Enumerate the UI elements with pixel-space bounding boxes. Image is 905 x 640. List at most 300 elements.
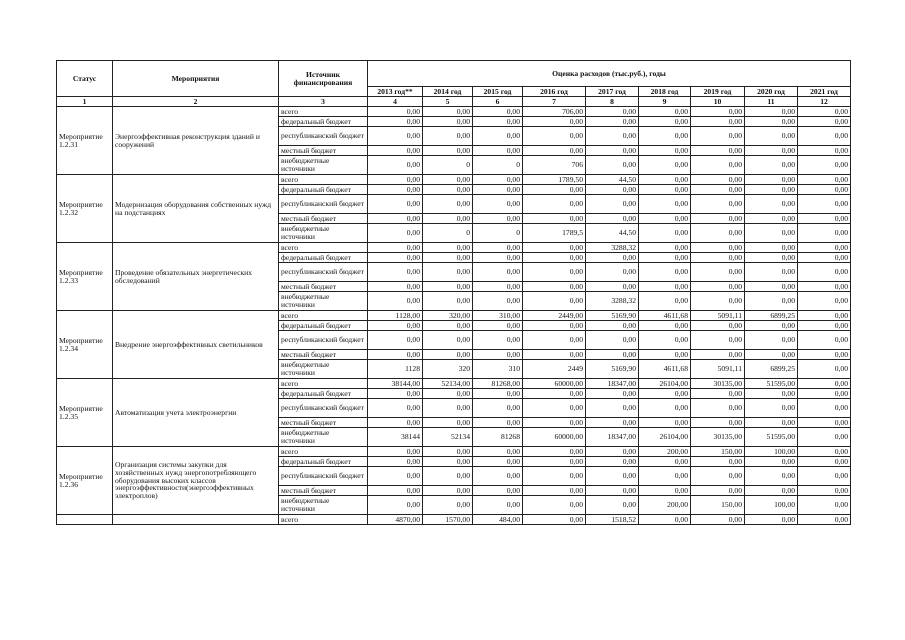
value-cell: 0,00 xyxy=(798,292,851,311)
header-year: 2014 год xyxy=(423,87,473,97)
value-cell: 0,00 xyxy=(368,127,423,146)
header-year: 2019 год xyxy=(691,87,745,97)
value-cell: 0,00 xyxy=(691,263,745,282)
value-cell: 0,00 xyxy=(473,447,523,457)
value-cell: 0,00 xyxy=(798,399,851,418)
value-cell: 0,00 xyxy=(745,331,798,350)
value-cell: 0,00 xyxy=(523,457,586,467)
value-cell: 0,00 xyxy=(639,175,691,185)
status-cell: Мероприятие 1.2.35 xyxy=(57,379,113,447)
header-event: Мероприятия xyxy=(113,61,279,97)
value-cell: 0,00 xyxy=(798,447,851,457)
value-cell: 0,00 xyxy=(691,185,745,195)
status-cell: Мероприятие 1.2.32 xyxy=(57,175,113,243)
value-cell: 0,00 xyxy=(473,127,523,146)
source-cell: внебюджетные источники xyxy=(279,224,368,243)
value-cell: 0,00 xyxy=(523,117,586,127)
value-cell: 0,00 xyxy=(586,127,639,146)
value-cell: 6899,25 xyxy=(745,360,798,379)
source-cell: местный бюджет xyxy=(279,214,368,224)
column-number: 6 xyxy=(473,97,523,107)
value-cell: 200,00 xyxy=(639,496,691,515)
value-cell: 0,00 xyxy=(473,418,523,428)
value-cell: 0,00 xyxy=(423,107,473,117)
header-source: Источник финансирования xyxy=(279,61,368,97)
status-cell: Мероприятие 1.2.36 xyxy=(57,447,113,515)
value-cell: 0,00 xyxy=(798,156,851,175)
value-cell: 0,00 xyxy=(473,331,523,350)
value-cell: 5091,11 xyxy=(691,311,745,321)
value-cell: 0,00 xyxy=(798,107,851,117)
value-cell: 0,00 xyxy=(586,389,639,399)
value-cell: 0,00 xyxy=(368,447,423,457)
value-cell: 38144 xyxy=(368,428,423,447)
value-cell: 0,00 xyxy=(368,146,423,156)
value-cell: 0,00 xyxy=(586,195,639,214)
column-number: 7 xyxy=(523,97,586,107)
value-cell: 51595,00 xyxy=(745,428,798,447)
value-cell: 0,00 xyxy=(798,224,851,243)
value-cell: 0,00 xyxy=(798,428,851,447)
value-cell: 0,00 xyxy=(798,146,851,156)
value-cell: 52134 xyxy=(423,428,473,447)
value-cell: 0,00 xyxy=(523,486,586,496)
value-cell: 0,00 xyxy=(368,107,423,117)
value-cell: 3288,32 xyxy=(586,292,639,311)
value-cell: 0,00 xyxy=(639,486,691,496)
value-cell: 0,00 xyxy=(639,127,691,146)
header-year: 2020 год xyxy=(745,87,798,97)
value-cell: 0,00 xyxy=(745,253,798,263)
value-cell: 3288,32 xyxy=(586,243,639,253)
value-cell: 0,00 xyxy=(473,389,523,399)
status-cell: Мероприятие 1.2.33 xyxy=(57,243,113,311)
value-cell: 484,00 xyxy=(473,515,523,525)
value-cell: 320 xyxy=(423,360,473,379)
value-cell: 0,00 xyxy=(368,321,423,331)
source-cell: всего xyxy=(279,175,368,185)
value-cell: 0,00 xyxy=(523,253,586,263)
source-cell: всего xyxy=(279,243,368,253)
value-cell: 0,00 xyxy=(423,331,473,350)
value-cell: 0,00 xyxy=(798,175,851,185)
source-cell: республиканский бюджет xyxy=(279,263,368,282)
value-cell: 0,00 xyxy=(745,175,798,185)
table-row xyxy=(57,175,851,185)
source-cell: республиканский бюджет xyxy=(279,399,368,418)
status-cell: Мероприятие 1.2.31 xyxy=(57,107,113,175)
value-cell: 0,00 xyxy=(586,321,639,331)
value-cell: 0,00 xyxy=(473,486,523,496)
value-cell: 0,00 xyxy=(423,282,473,292)
value-cell: 51595,00 xyxy=(745,379,798,389)
value-cell: 0,00 xyxy=(423,127,473,146)
source-cell: внебюджетные источники xyxy=(279,156,368,175)
value-cell: 0,00 xyxy=(691,467,745,486)
value-cell: 0,00 xyxy=(473,185,523,195)
value-cell: 0,00 xyxy=(423,292,473,311)
value-cell: 0,00 xyxy=(691,117,745,127)
value-cell: 0,00 xyxy=(473,399,523,418)
empty-cell xyxy=(113,515,279,525)
value-cell: 0,00 xyxy=(745,467,798,486)
value-cell: 0,00 xyxy=(745,107,798,117)
value-cell: 0,00 xyxy=(798,263,851,282)
value-cell: 0,00 xyxy=(473,117,523,127)
value-cell: 310,00 xyxy=(473,311,523,321)
value-cell: 0,00 xyxy=(423,496,473,515)
source-cell: всего xyxy=(279,447,368,457)
value-cell: 100,00 xyxy=(745,447,798,457)
value-cell: 0,00 xyxy=(423,486,473,496)
event-cell: Энергоэффективная реконструкция зданий и сооружений xyxy=(113,107,279,175)
value-cell: 320,00 xyxy=(423,311,473,321)
table-row xyxy=(57,447,851,457)
value-cell: 0,00 xyxy=(523,350,586,360)
table-row xyxy=(57,379,851,389)
value-cell: 0,00 xyxy=(691,253,745,263)
value-cell: 310 xyxy=(473,360,523,379)
value-cell: 0,00 xyxy=(798,379,851,389)
source-cell: местный бюджет xyxy=(279,418,368,428)
value-cell: 0 xyxy=(423,224,473,243)
value-cell: 30135,00 xyxy=(691,428,745,447)
value-cell: 0,00 xyxy=(586,399,639,418)
value-cell: 4611,68 xyxy=(639,311,691,321)
value-cell: 0,00 xyxy=(423,263,473,282)
value-cell: 0,00 xyxy=(691,282,745,292)
value-cell: 0,00 xyxy=(368,292,423,311)
value-cell: 0,00 xyxy=(691,292,745,311)
value-cell: 0,00 xyxy=(423,185,473,195)
value-cell: 5091,11 xyxy=(691,360,745,379)
table-row xyxy=(57,243,851,253)
value-cell: 0,00 xyxy=(368,331,423,350)
value-cell: 52134,00 xyxy=(423,379,473,389)
value-cell: 706,00 xyxy=(523,107,586,117)
source-cell: внебюджетные источники xyxy=(279,428,368,447)
value-cell: 0,00 xyxy=(745,389,798,399)
value-cell: 0 xyxy=(423,156,473,175)
value-cell: 0,00 xyxy=(368,467,423,486)
source-cell: местный бюджет xyxy=(279,350,368,360)
value-cell: 0,00 xyxy=(745,282,798,292)
source-cell: республиканский бюджет xyxy=(279,331,368,350)
value-cell: 0,00 xyxy=(798,360,851,379)
value-cell: 0,00 xyxy=(423,117,473,127)
source-cell: республиканский бюджет xyxy=(279,467,368,486)
value-cell: 0,00 xyxy=(423,175,473,185)
value-cell: 0,00 xyxy=(368,263,423,282)
value-cell: 0,00 xyxy=(423,243,473,253)
value-cell: 0,00 xyxy=(423,389,473,399)
value-cell: 0,00 xyxy=(523,282,586,292)
value-cell: 0,00 xyxy=(691,350,745,360)
status-cell: Мероприятие 1.2.34 xyxy=(57,311,113,379)
value-cell: 0,00 xyxy=(473,321,523,331)
column-number: 5 xyxy=(423,97,473,107)
source-cell: федеральный бюджет xyxy=(279,117,368,127)
value-cell: 0,00 xyxy=(586,486,639,496)
value-cell: 18347,00 xyxy=(586,379,639,389)
value-cell: 0,00 xyxy=(745,185,798,195)
column-number: 2 xyxy=(113,97,279,107)
header-status: Статус xyxy=(57,61,113,97)
value-cell: 2449 xyxy=(523,360,586,379)
value-cell: 0,00 xyxy=(586,185,639,195)
event-cell: Автоматизация учета электроэнергии xyxy=(113,379,279,447)
value-cell: 0,00 xyxy=(745,156,798,175)
value-cell: 0,00 xyxy=(423,399,473,418)
source-cell: федеральный бюджет xyxy=(279,389,368,399)
value-cell: 150,00 xyxy=(691,496,745,515)
value-cell: 0,00 xyxy=(639,253,691,263)
column-number: 11 xyxy=(745,97,798,107)
value-cell: 1128,00 xyxy=(368,311,423,321)
empty-cell xyxy=(57,515,113,525)
value-cell: 2449,00 xyxy=(523,311,586,321)
value-cell: 0,00 xyxy=(473,243,523,253)
source-cell: местный бюджет xyxy=(279,282,368,292)
value-cell: 0,00 xyxy=(745,350,798,360)
value-cell: 0,00 xyxy=(368,418,423,428)
source-cell: республиканский бюджет xyxy=(279,127,368,146)
value-cell: 0,00 xyxy=(691,389,745,399)
value-cell: 0,00 xyxy=(473,496,523,515)
value-cell: 0,00 xyxy=(586,253,639,263)
value-cell: 0,00 xyxy=(586,331,639,350)
source-cell: всего xyxy=(279,311,368,321)
value-cell: 100,00 xyxy=(745,496,798,515)
header-year: 2018 год xyxy=(639,87,691,97)
source-cell: местный бюджет xyxy=(279,486,368,496)
value-cell: 0,00 xyxy=(586,418,639,428)
value-cell: 0,00 xyxy=(368,156,423,175)
value-cell: 0,00 xyxy=(639,457,691,467)
value-cell: 0,00 xyxy=(691,399,745,418)
value-cell: 0,00 xyxy=(423,321,473,331)
value-cell: 0,00 xyxy=(745,263,798,282)
value-cell: 0,00 xyxy=(745,127,798,146)
source-cell: внебюджетные источники xyxy=(279,360,368,379)
source-cell: федеральный бюджет xyxy=(279,457,368,467)
value-cell: 0,00 xyxy=(639,321,691,331)
value-cell: 0,00 xyxy=(586,263,639,282)
value-cell: 0,00 xyxy=(798,321,851,331)
value-cell: 0,00 xyxy=(523,515,586,525)
value-cell: 0,00 xyxy=(368,117,423,127)
value-cell: 0,00 xyxy=(639,292,691,311)
value-cell: 0,00 xyxy=(473,107,523,117)
value-cell: 0,00 xyxy=(745,321,798,331)
value-cell: 0,00 xyxy=(423,253,473,263)
value-cell: 0,00 xyxy=(368,496,423,515)
value-cell: 0,00 xyxy=(745,292,798,311)
value-cell: 30135,00 xyxy=(691,379,745,389)
value-cell: 0,00 xyxy=(523,418,586,428)
expense-table xyxy=(56,60,851,525)
value-cell: 0,00 xyxy=(586,496,639,515)
value-cell: 0,00 xyxy=(639,331,691,350)
value-cell: 0,00 xyxy=(691,321,745,331)
table-row xyxy=(57,107,851,117)
value-cell: 0,00 xyxy=(639,117,691,127)
value-cell: 0,00 xyxy=(745,146,798,156)
value-cell: 0,00 xyxy=(368,175,423,185)
value-cell: 0,00 xyxy=(639,185,691,195)
value-cell: 0,00 xyxy=(523,243,586,253)
value-cell: 0,00 xyxy=(798,467,851,486)
value-cell: 0,00 xyxy=(745,214,798,224)
value-cell: 0,00 xyxy=(523,389,586,399)
value-cell: 0,00 xyxy=(639,350,691,360)
value-cell: 0,00 xyxy=(639,195,691,214)
value-cell: 0,00 xyxy=(423,146,473,156)
source-cell: местный бюджет xyxy=(279,146,368,156)
value-cell: 26104,00 xyxy=(639,428,691,447)
value-cell: 0,00 xyxy=(798,496,851,515)
header-year: 2021 год xyxy=(798,87,851,97)
value-cell: 0,00 xyxy=(691,486,745,496)
value-cell: 0,00 xyxy=(523,496,586,515)
source-cell: республиканский бюджет xyxy=(279,195,368,214)
value-cell: 0,00 xyxy=(473,214,523,224)
value-cell: 1789,5 xyxy=(523,224,586,243)
value-cell: 0,00 xyxy=(798,195,851,214)
source-cell: федеральный бюджет xyxy=(279,321,368,331)
table-row xyxy=(57,311,851,321)
value-cell: 0,00 xyxy=(523,292,586,311)
value-cell: 0,00 xyxy=(639,214,691,224)
value-cell: 0,00 xyxy=(691,195,745,214)
value-cell: 0,00 xyxy=(691,175,745,185)
event-cell: Организация системы закупки для хозяйственных нужд энергопотребляющего оборудования высоких классов энергоэффективности(энергоэффективных электроплов) xyxy=(113,447,279,515)
value-cell: 0,00 xyxy=(745,515,798,525)
value-cell: 0,00 xyxy=(691,224,745,243)
value-cell: 0,00 xyxy=(798,127,851,146)
value-cell: 706 xyxy=(523,156,586,175)
value-cell: 0,00 xyxy=(368,253,423,263)
value-cell: 0,00 xyxy=(473,292,523,311)
value-cell: 200,00 xyxy=(639,447,691,457)
value-cell: 0,00 xyxy=(368,282,423,292)
value-cell: 0,00 xyxy=(523,185,586,195)
value-cell: 0,00 xyxy=(423,467,473,486)
value-cell: 0,00 xyxy=(639,146,691,156)
column-number: 4 xyxy=(368,97,423,107)
value-cell: 0,00 xyxy=(523,127,586,146)
value-cell: 1518,52 xyxy=(586,515,639,525)
value-cell: 0,00 xyxy=(745,224,798,243)
column-number: 1 xyxy=(57,97,113,107)
value-cell: 0,00 xyxy=(798,282,851,292)
value-cell: 0,00 xyxy=(586,107,639,117)
value-cell: 0,00 xyxy=(798,418,851,428)
value-cell: 0,00 xyxy=(639,243,691,253)
value-cell: 0 xyxy=(473,156,523,175)
value-cell: 0,00 xyxy=(473,282,523,292)
value-cell: 0,00 xyxy=(745,243,798,253)
value-cell: 0,00 xyxy=(691,515,745,525)
value-cell: 0,00 xyxy=(798,253,851,263)
value-cell: 0,00 xyxy=(423,418,473,428)
value-cell: 0,00 xyxy=(639,389,691,399)
header-year: 2016 год xyxy=(523,87,586,97)
value-cell: 1570,00 xyxy=(423,515,473,525)
column-number: 10 xyxy=(691,97,745,107)
value-cell: 1789,50 xyxy=(523,175,586,185)
value-cell: 0,00 xyxy=(473,263,523,282)
header-year: 2013 год** xyxy=(368,87,423,97)
value-cell: 0,00 xyxy=(473,146,523,156)
value-cell: 0,00 xyxy=(586,467,639,486)
value-cell: 0,00 xyxy=(368,243,423,253)
value-cell: 0,00 xyxy=(368,486,423,496)
value-cell: 0,00 xyxy=(473,195,523,214)
value-cell: 6899,25 xyxy=(745,311,798,321)
value-cell: 44,50 xyxy=(586,175,639,185)
value-cell: 0,00 xyxy=(423,195,473,214)
value-cell: 0,00 xyxy=(798,515,851,525)
value-cell: 5169,90 xyxy=(586,360,639,379)
value-cell: 18347,00 xyxy=(586,428,639,447)
value-cell: 0,00 xyxy=(798,350,851,360)
value-cell: 0,00 xyxy=(745,195,798,214)
value-cell: 0,00 xyxy=(639,418,691,428)
value-cell: 0,00 xyxy=(639,282,691,292)
column-number: 8 xyxy=(586,97,639,107)
column-number: 9 xyxy=(639,97,691,107)
value-cell: 150,00 xyxy=(691,447,745,457)
value-cell: 0,00 xyxy=(691,457,745,467)
value-cell: 0,00 xyxy=(639,156,691,175)
value-cell: 0,00 xyxy=(798,389,851,399)
value-cell: 0,00 xyxy=(745,418,798,428)
value-cell: 0,00 xyxy=(745,486,798,496)
value-cell: 0,00 xyxy=(798,214,851,224)
value-cell: 0 xyxy=(473,224,523,243)
value-cell: 0,00 xyxy=(798,311,851,321)
value-cell: 0,00 xyxy=(639,263,691,282)
value-cell: 0,00 xyxy=(691,156,745,175)
value-cell: 38144,00 xyxy=(368,379,423,389)
value-cell: 0,00 xyxy=(586,156,639,175)
header-estimate: Оценка расходов (тыс.руб.), годы xyxy=(368,61,851,87)
event-cell: Внедрение энергоэффективных светильников xyxy=(113,311,279,379)
source-cell: внебюджетные источники xyxy=(279,496,368,515)
source-cell: внебюджетные источники xyxy=(279,292,368,311)
value-cell: 0,00 xyxy=(691,331,745,350)
value-cell: 0,00 xyxy=(586,447,639,457)
value-cell: 0,00 xyxy=(368,457,423,467)
value-cell: 0,00 xyxy=(368,399,423,418)
value-cell: 0,00 xyxy=(423,214,473,224)
source-cell: всего xyxy=(279,515,368,525)
value-cell: 1128 xyxy=(368,360,423,379)
value-cell: 0,00 xyxy=(473,457,523,467)
value-cell: 0,00 xyxy=(368,350,423,360)
value-cell: 26104,00 xyxy=(639,379,691,389)
value-cell: 4870,00 xyxy=(368,515,423,525)
value-cell: 0,00 xyxy=(691,214,745,224)
value-cell: 0,00 xyxy=(691,146,745,156)
value-cell: 0,00 xyxy=(639,515,691,525)
value-cell: 0,00 xyxy=(691,107,745,117)
value-cell: 81268,00 xyxy=(473,379,523,389)
value-cell: 0,00 xyxy=(586,282,639,292)
value-cell: 0,00 xyxy=(691,243,745,253)
value-cell: 0,00 xyxy=(745,457,798,467)
